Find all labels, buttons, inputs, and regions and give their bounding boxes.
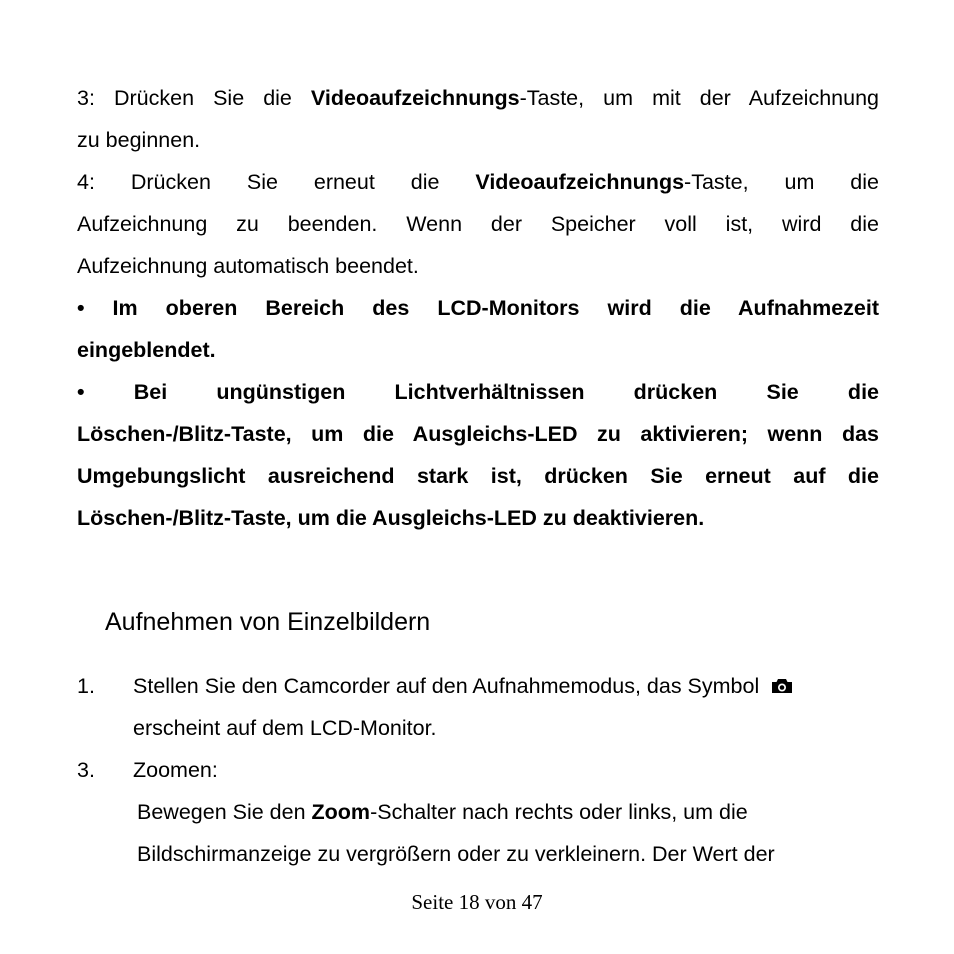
zoom-line-2: Bildschirmanzeige zu vergrößern oder zu verkleinern. Der Wert der xyxy=(137,842,775,866)
item-1-line-2: erscheint auf dem LCD-Monitor. xyxy=(133,716,437,740)
section-heading: Aufnehmen von Einzelbildern xyxy=(105,608,431,636)
step-4-line-1: 4: Drücken Sie erneut die Videoaufzeichnungs-Taste, um die xyxy=(77,170,879,194)
page-footer: Seite 18 von 47 xyxy=(411,890,543,914)
step-3-line-1: 3: Drücken Sie die Videoaufzeichnungs-Taste, um mit der Aufzeichnung xyxy=(77,86,879,110)
step-4-line-3: Aufzeichnung automatisch beendet. xyxy=(77,254,419,278)
item-3-label: Zoomen: xyxy=(133,758,218,782)
step-3-line-2: zu beginnen. xyxy=(77,128,201,152)
paragraph-step-4 xyxy=(77,161,879,287)
item-1-number: 1. xyxy=(77,674,95,698)
bullet-recording-time xyxy=(77,287,879,371)
item-1-line-1: Stellen Sie den Camcorder auf den Aufnahmemodus, das Symbol xyxy=(133,665,793,708)
bullet-2-line-2: Löschen-/Blitz-Taste, um die Ausgleichs-LED zu aktivieren; wenn das xyxy=(77,422,879,446)
bullet-1-line-1: • Im oberen Bereich des LCD-Monitors wird die Aufnahmezeit xyxy=(77,296,879,320)
bullet-2-line-1: • Bei ungünstigen Lichtverhältnissen drücken Sie die xyxy=(77,380,879,404)
step-4-line-2: Aufzeichnung zu beenden. Wenn der Speicher voll ist, wird die xyxy=(77,212,879,236)
zoom-line-1: Bewegen Sie den Zoom-Schalter nach rechts oder links, um die xyxy=(137,800,748,824)
bullet-2-line-3: Umgebungslicht ausreichend stark ist, drücken Sie erneut auf die xyxy=(77,464,879,488)
bullet-flash-led xyxy=(77,371,879,539)
item-3-number: 3. xyxy=(77,758,95,782)
paragraph-step-3 xyxy=(77,77,879,161)
bullet-1-line-2: eingeblendet. xyxy=(77,338,216,362)
camera-icon xyxy=(771,666,793,708)
bullet-2-line-4: Löschen-/Blitz-Taste, um die Ausgleichs-LED zu deaktivieren. xyxy=(77,506,705,530)
